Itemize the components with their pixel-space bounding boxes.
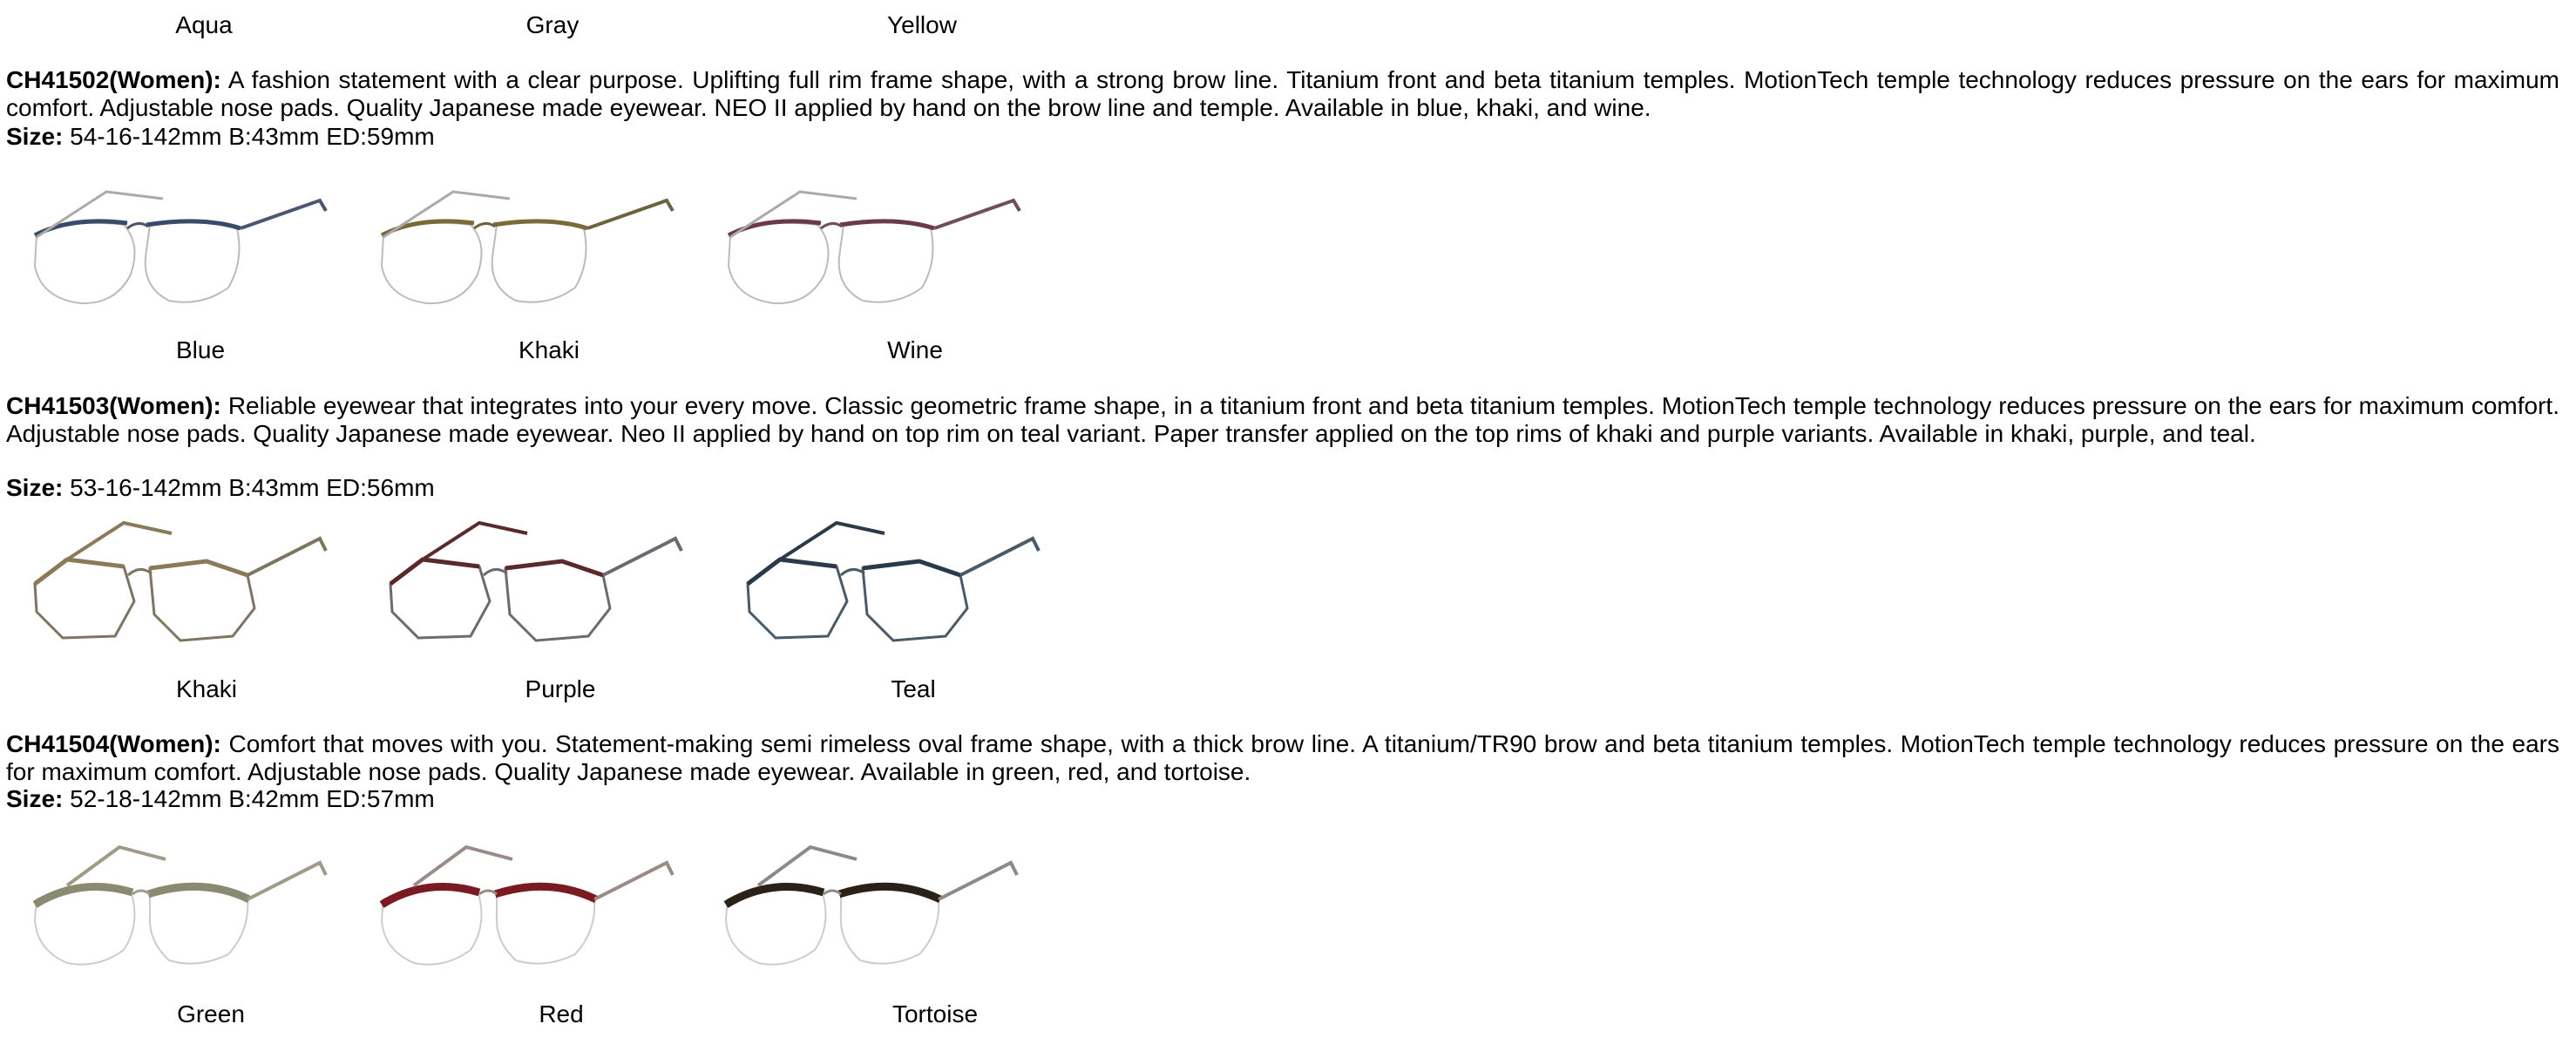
size-label: Size: bbox=[6, 123, 64, 150]
model-name: CH41503(Women): bbox=[6, 392, 221, 419]
size-line bbox=[6, 785, 435, 813]
size-value: 53-16-142mm B:43mm ED:56mm bbox=[70, 474, 435, 501]
variant-caption: Aqua bbox=[175, 11, 233, 38]
variant-caption: Tortoise bbox=[891, 1000, 979, 1027]
variant-caption: Blue bbox=[175, 336, 226, 363]
eyeglasses-purple-icon bbox=[375, 514, 688, 654]
eyeglasses-tortoise-icon bbox=[710, 837, 1024, 976]
description-text: A fashion statement with a clear purpose. Uplifting full rim frame shape, with a strong brow line. Titanium front and beta titanium temples. MotionTech temple technology reduces pressure on the ears for maximum comfort. Adjustable nose pads. Quality Japanese made eyewear. NEO II applied by hand on the brow line and temple. Available in blue, khaki, and wine. bbox=[6, 66, 2559, 121]
description-text: Comfort that moves with you. Statement-making semi rimeless oval frame shape, with a thick brow line. A titanium/TR90 brow and beta titanium temples. MotionTech temple technology reduces pressure on the ears for maximum comfort. Adjustable nose pads. Quality Japanese made eyewear. Available in green, red, and tortoise. bbox=[6, 730, 2559, 785]
variant-caption: Khaki bbox=[175, 675, 238, 702]
variant-caption: Wine bbox=[887, 336, 943, 363]
variant-caption: Gray bbox=[525, 11, 580, 38]
description-text: Reliable eyewear that integrates into your every move. Classic geometric frame shape, in a titanium front and beta titanium temples. MotionTech temple technology reduces pressure on the ears for maximum comfort. Adjustable nose pads. Quality Japanese made eyewear. Neo II applied by hand on top rim on teal variant. Paper transfer applied on the top rims of khaki and purple variants. Available in khaki, purple, and teal. bbox=[6, 392, 2559, 447]
model-name: CH41502(Women): bbox=[6, 66, 221, 93]
variant-caption: Yellow bbox=[887, 11, 957, 38]
variant-caption: Red bbox=[539, 1000, 584, 1027]
eyeglasses-wine-icon bbox=[713, 174, 1027, 314]
size-label: Size: bbox=[6, 474, 64, 501]
size-value: 54-16-142mm B:43mm ED:59mm bbox=[70, 123, 435, 150]
size-value: 52-18-142mm B:42mm ED:57mm bbox=[70, 785, 435, 812]
size-line bbox=[6, 474, 435, 502]
product-description bbox=[6, 392, 2559, 448]
eyeglasses-khaki-icon bbox=[19, 514, 333, 654]
model-name: CH41504(Women): bbox=[6, 730, 221, 757]
eyeglasses-khaki-icon bbox=[366, 174, 680, 314]
product-description bbox=[6, 730, 2559, 786]
product-description bbox=[6, 66, 2559, 122]
eyeglasses-green-icon bbox=[19, 837, 333, 976]
eyeglasses-blue-icon bbox=[19, 174, 333, 314]
eyeglasses-teal-icon bbox=[732, 514, 1046, 654]
variant-caption: Green bbox=[177, 1000, 245, 1027]
variant-caption: Teal bbox=[891, 675, 936, 702]
variant-caption: Khaki bbox=[518, 336, 580, 363]
eyeglasses-red-icon bbox=[366, 837, 680, 976]
size-line bbox=[6, 123, 435, 151]
variant-caption: Purple bbox=[525, 675, 596, 702]
size-label: Size: bbox=[6, 785, 64, 812]
